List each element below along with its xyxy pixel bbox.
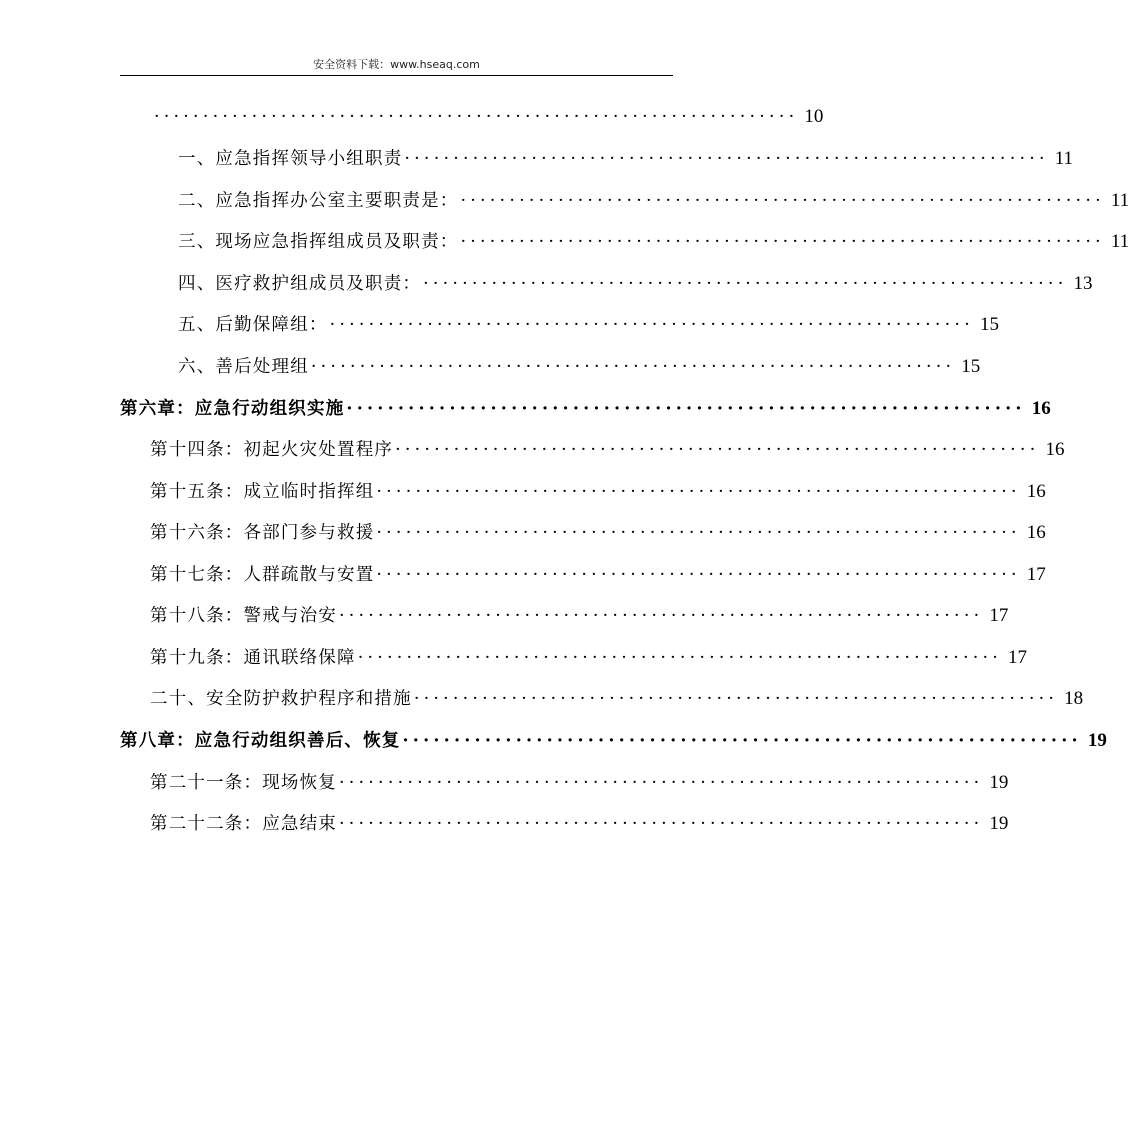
toc-page-number: 19 <box>989 813 1009 834</box>
toc-page-number: 19 <box>989 772 1009 793</box>
toc-entry[interactable] <box>150 686 1084 712</box>
toc-leader-dots: ·································································· <box>423 274 1068 294</box>
toc-entry-label: 五、后勤保障组： <box>178 315 328 335</box>
toc-entry-label: 第十八条：警戒与治安 <box>150 606 337 626</box>
toc-entry-label: 第二十一条：现场恢复 <box>150 773 337 793</box>
toc-leader-dots: ·································································· <box>376 482 1021 502</box>
toc-leader-dots: ·································································· <box>376 523 1021 543</box>
toc-page-number: 17 <box>1008 647 1028 668</box>
toc-page-number: 19 <box>1087 730 1107 751</box>
toc-entry-label: 第六章：应急行动组织实施 <box>120 399 345 419</box>
toc-entry-label: 第八章：应急行动组织善后、恢复 <box>120 731 401 751</box>
toc-entry-label: 二、应急指挥办公室主要职责是： <box>178 191 459 211</box>
toc-entry[interactable] <box>178 312 999 338</box>
toc-leader-dots: ·································································· <box>339 814 984 834</box>
toc-leader-dots: ·································································· <box>376 565 1021 585</box>
toc-entry[interactable] <box>150 520 1046 546</box>
toc-leader-dots: ·································································· <box>310 357 956 377</box>
toc-chapter-entry[interactable] <box>120 728 1107 754</box>
toc-entry-label: 第十七条：人群疏散与安置 <box>150 565 375 585</box>
toc-entry[interactable] <box>150 437 1065 463</box>
toc-entry[interactable] <box>150 562 1046 588</box>
toc-page-number: 16 <box>1026 522 1046 543</box>
toc-entry[interactable] <box>150 479 1046 505</box>
toc-leader-dots: ·································································· <box>339 773 984 793</box>
toc-page-number: 16 <box>1045 439 1065 460</box>
toc-page-number: 15 <box>961 356 981 377</box>
toc-page-number: 16 <box>1026 481 1046 502</box>
toc-leader-dots: ·································································· <box>413 689 1059 709</box>
toc-entry-label: 一、应急指挥领导小组职责 <box>178 149 403 169</box>
toc-entry[interactable] <box>150 603 1009 629</box>
toc-entry-label: 六、善后处理组 <box>178 357 309 377</box>
toc-entry-label: 三、现场应急指挥组成员及职责： <box>178 232 459 252</box>
toc-entry[interactable] <box>150 770 1009 796</box>
toc-page-number: 11 <box>1110 190 1129 211</box>
toc-leader-dots: ·································································· <box>460 232 1105 252</box>
toc-entry-label: 二十、安全防护救护程序和措施 <box>150 689 412 709</box>
toc-page-number: 17 <box>989 605 1009 626</box>
toc-page-number: 15 <box>979 314 999 335</box>
toc-leader-dots: ·································································· <box>339 606 984 626</box>
toc-entry-label: 第十六条：各部门参与救援 <box>150 523 375 543</box>
toc-leader-dots: ·································································· <box>329 315 974 335</box>
toc-page-number: 11 <box>1110 231 1129 252</box>
toc-page-number: 13 <box>1073 273 1093 294</box>
header-divider <box>120 75 673 76</box>
toc-page-number: 17 <box>1026 564 1046 585</box>
toc-leader-dots: ·································································· <box>402 731 1082 751</box>
toc-page-number: 10 <box>804 106 824 127</box>
toc-entry-label: 第二十二条：应急结束 <box>150 814 337 834</box>
toc-leader-dots: ·································································· <box>357 648 1003 668</box>
toc-leader-dots: ·································································· <box>154 107 799 127</box>
toc-entry-label: 第十九条：通讯联络保障 <box>150 648 356 668</box>
toc-leader-dots: ·································································· <box>404 149 1049 169</box>
toc-page-number: 18 <box>1064 688 1084 709</box>
toc-entry-label: 第十四条：初起火灾处置程序 <box>150 440 394 460</box>
toc-entry-label: 第十五条：成立临时指挥组 <box>150 482 375 502</box>
toc-leader-dots: ·································································· <box>395 440 1040 460</box>
toc-entry[interactable] <box>178 146 1074 172</box>
page-header: 安全资料下载：www.hseaq.com <box>313 58 480 71</box>
toc-entry[interactable] <box>150 645 1028 671</box>
toc-leader-dots: ·································································· <box>346 399 1026 419</box>
toc-entry[interactable] <box>178 229 1129 255</box>
toc-entry[interactable] <box>178 354 981 380</box>
toc-entry[interactable] <box>150 811 1009 837</box>
toc-entry[interactable] <box>178 271 1093 297</box>
toc-leader-dots: ·································································· <box>460 191 1105 211</box>
toc-entry-label: 四、医疗救护组成员及职责： <box>178 274 422 294</box>
toc-entry[interactable] <box>178 188 1129 214</box>
toc-entry[interactable] <box>152 104 824 130</box>
toc-page-number: 11 <box>1054 148 1074 169</box>
toc-chapter-entry[interactable] <box>120 396 1051 422</box>
toc-page-number: 16 <box>1031 398 1051 419</box>
